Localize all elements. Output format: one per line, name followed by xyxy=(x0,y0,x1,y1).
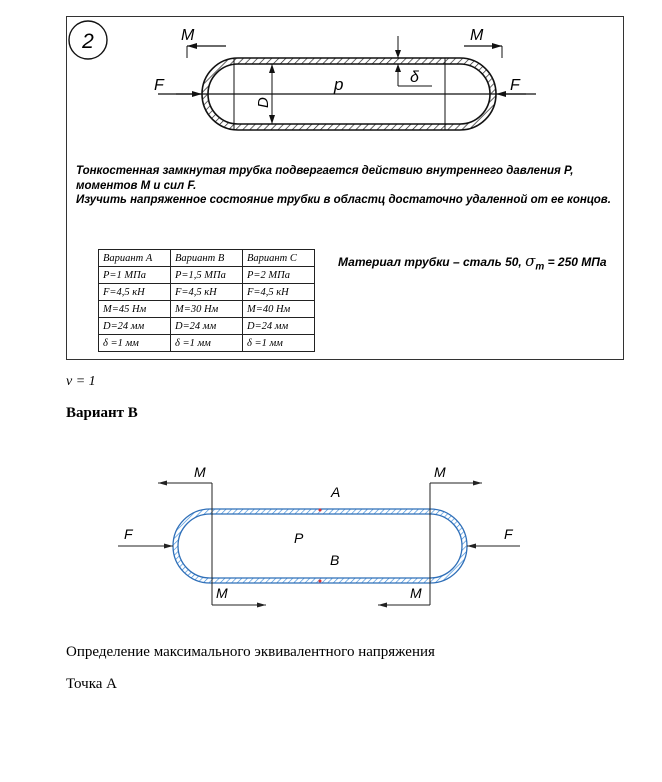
table-header-row xyxy=(99,250,315,267)
table-row xyxy=(99,335,315,352)
statement-line-2: моментов M и сил F. xyxy=(76,179,197,192)
table-cell: D=24 мм xyxy=(243,318,315,335)
moment-label-bottom-right: M xyxy=(410,585,422,601)
paragraph-point-a: Точка А xyxy=(66,676,117,692)
thickness-label: δ xyxy=(410,69,419,86)
variants-table xyxy=(98,249,315,352)
statement-line-1: Тонкостенная замкнутая трубка подвергается действию внутреннего давления P, xyxy=(76,165,574,177)
variant-heading: Вариант В xyxy=(66,405,138,421)
table-row xyxy=(99,301,315,318)
moment-label-top-left: M xyxy=(194,464,206,480)
table-cell: δ =1 мм xyxy=(171,335,243,352)
problem-number: 2 xyxy=(82,30,94,53)
table-cell: δ =1 мм xyxy=(99,335,171,352)
force-label-right: F xyxy=(504,526,513,542)
material-value: = 250 МПа xyxy=(547,255,607,269)
paragraph-max-stress: Определение максимального эквивалентного напряжения xyxy=(66,644,435,660)
table-header-cell: Вариант C xyxy=(243,250,315,267)
force-label-right: F xyxy=(510,77,520,94)
tube-drawing-variant-b xyxy=(110,455,530,615)
table-cell: F=4,5 кН xyxy=(243,284,315,301)
force-label-left: F xyxy=(154,77,164,94)
diameter-label: D xyxy=(255,97,272,108)
nu-value: ν = 1 xyxy=(66,374,96,389)
point-b-label: B xyxy=(330,552,340,568)
moment-label-top-right: M xyxy=(434,464,446,480)
table-cell: D=24 мм xyxy=(99,318,171,335)
force-label-left: F xyxy=(124,526,133,542)
moment-label-right: M xyxy=(470,27,484,44)
table-header-cell: Вариант B xyxy=(171,250,243,267)
material-text: Материал трубки – сталь 50, xyxy=(338,255,522,269)
table-cell: F=4,5 кН xyxy=(171,284,243,301)
table-cell: δ =1 мм xyxy=(243,335,315,352)
point-a-label: A xyxy=(331,484,341,500)
table-cell: M=30 Нм xyxy=(171,301,243,318)
table-header-cell: Вариант A xyxy=(99,250,171,267)
table-cell: P=2 МПа xyxy=(243,267,315,284)
point-a-marker xyxy=(319,509,322,512)
tube-drawing-top xyxy=(66,16,624,166)
problem-statement xyxy=(76,164,616,208)
tube-wall xyxy=(173,509,467,583)
table-cell: D=24 мм xyxy=(171,318,243,335)
table-row xyxy=(99,318,315,335)
sigma-subscript: т xyxy=(535,261,545,273)
table-cell: P=1 МПа xyxy=(99,267,171,284)
point-b-marker xyxy=(319,580,322,583)
moment-label-left: M xyxy=(181,27,195,44)
table-cell: P=1,5 МПа xyxy=(171,267,243,284)
moment-label-bottom-left: M xyxy=(216,585,228,601)
pressure-label: P xyxy=(294,530,304,546)
statement-line-3: Изучить напряженное состояние трубки в областц достаточно удаленной от ее концов. xyxy=(76,194,611,206)
table-cell: M=40 Нм xyxy=(243,301,315,318)
table-cell: M=45 Нм xyxy=(99,301,171,318)
pressure-label: p xyxy=(334,75,344,94)
table-cell: F=4,5 кН xyxy=(99,284,171,301)
sigma-symbol: σ xyxy=(525,252,536,270)
material-info xyxy=(338,252,607,272)
table-row xyxy=(99,284,315,301)
table-row xyxy=(99,267,315,284)
